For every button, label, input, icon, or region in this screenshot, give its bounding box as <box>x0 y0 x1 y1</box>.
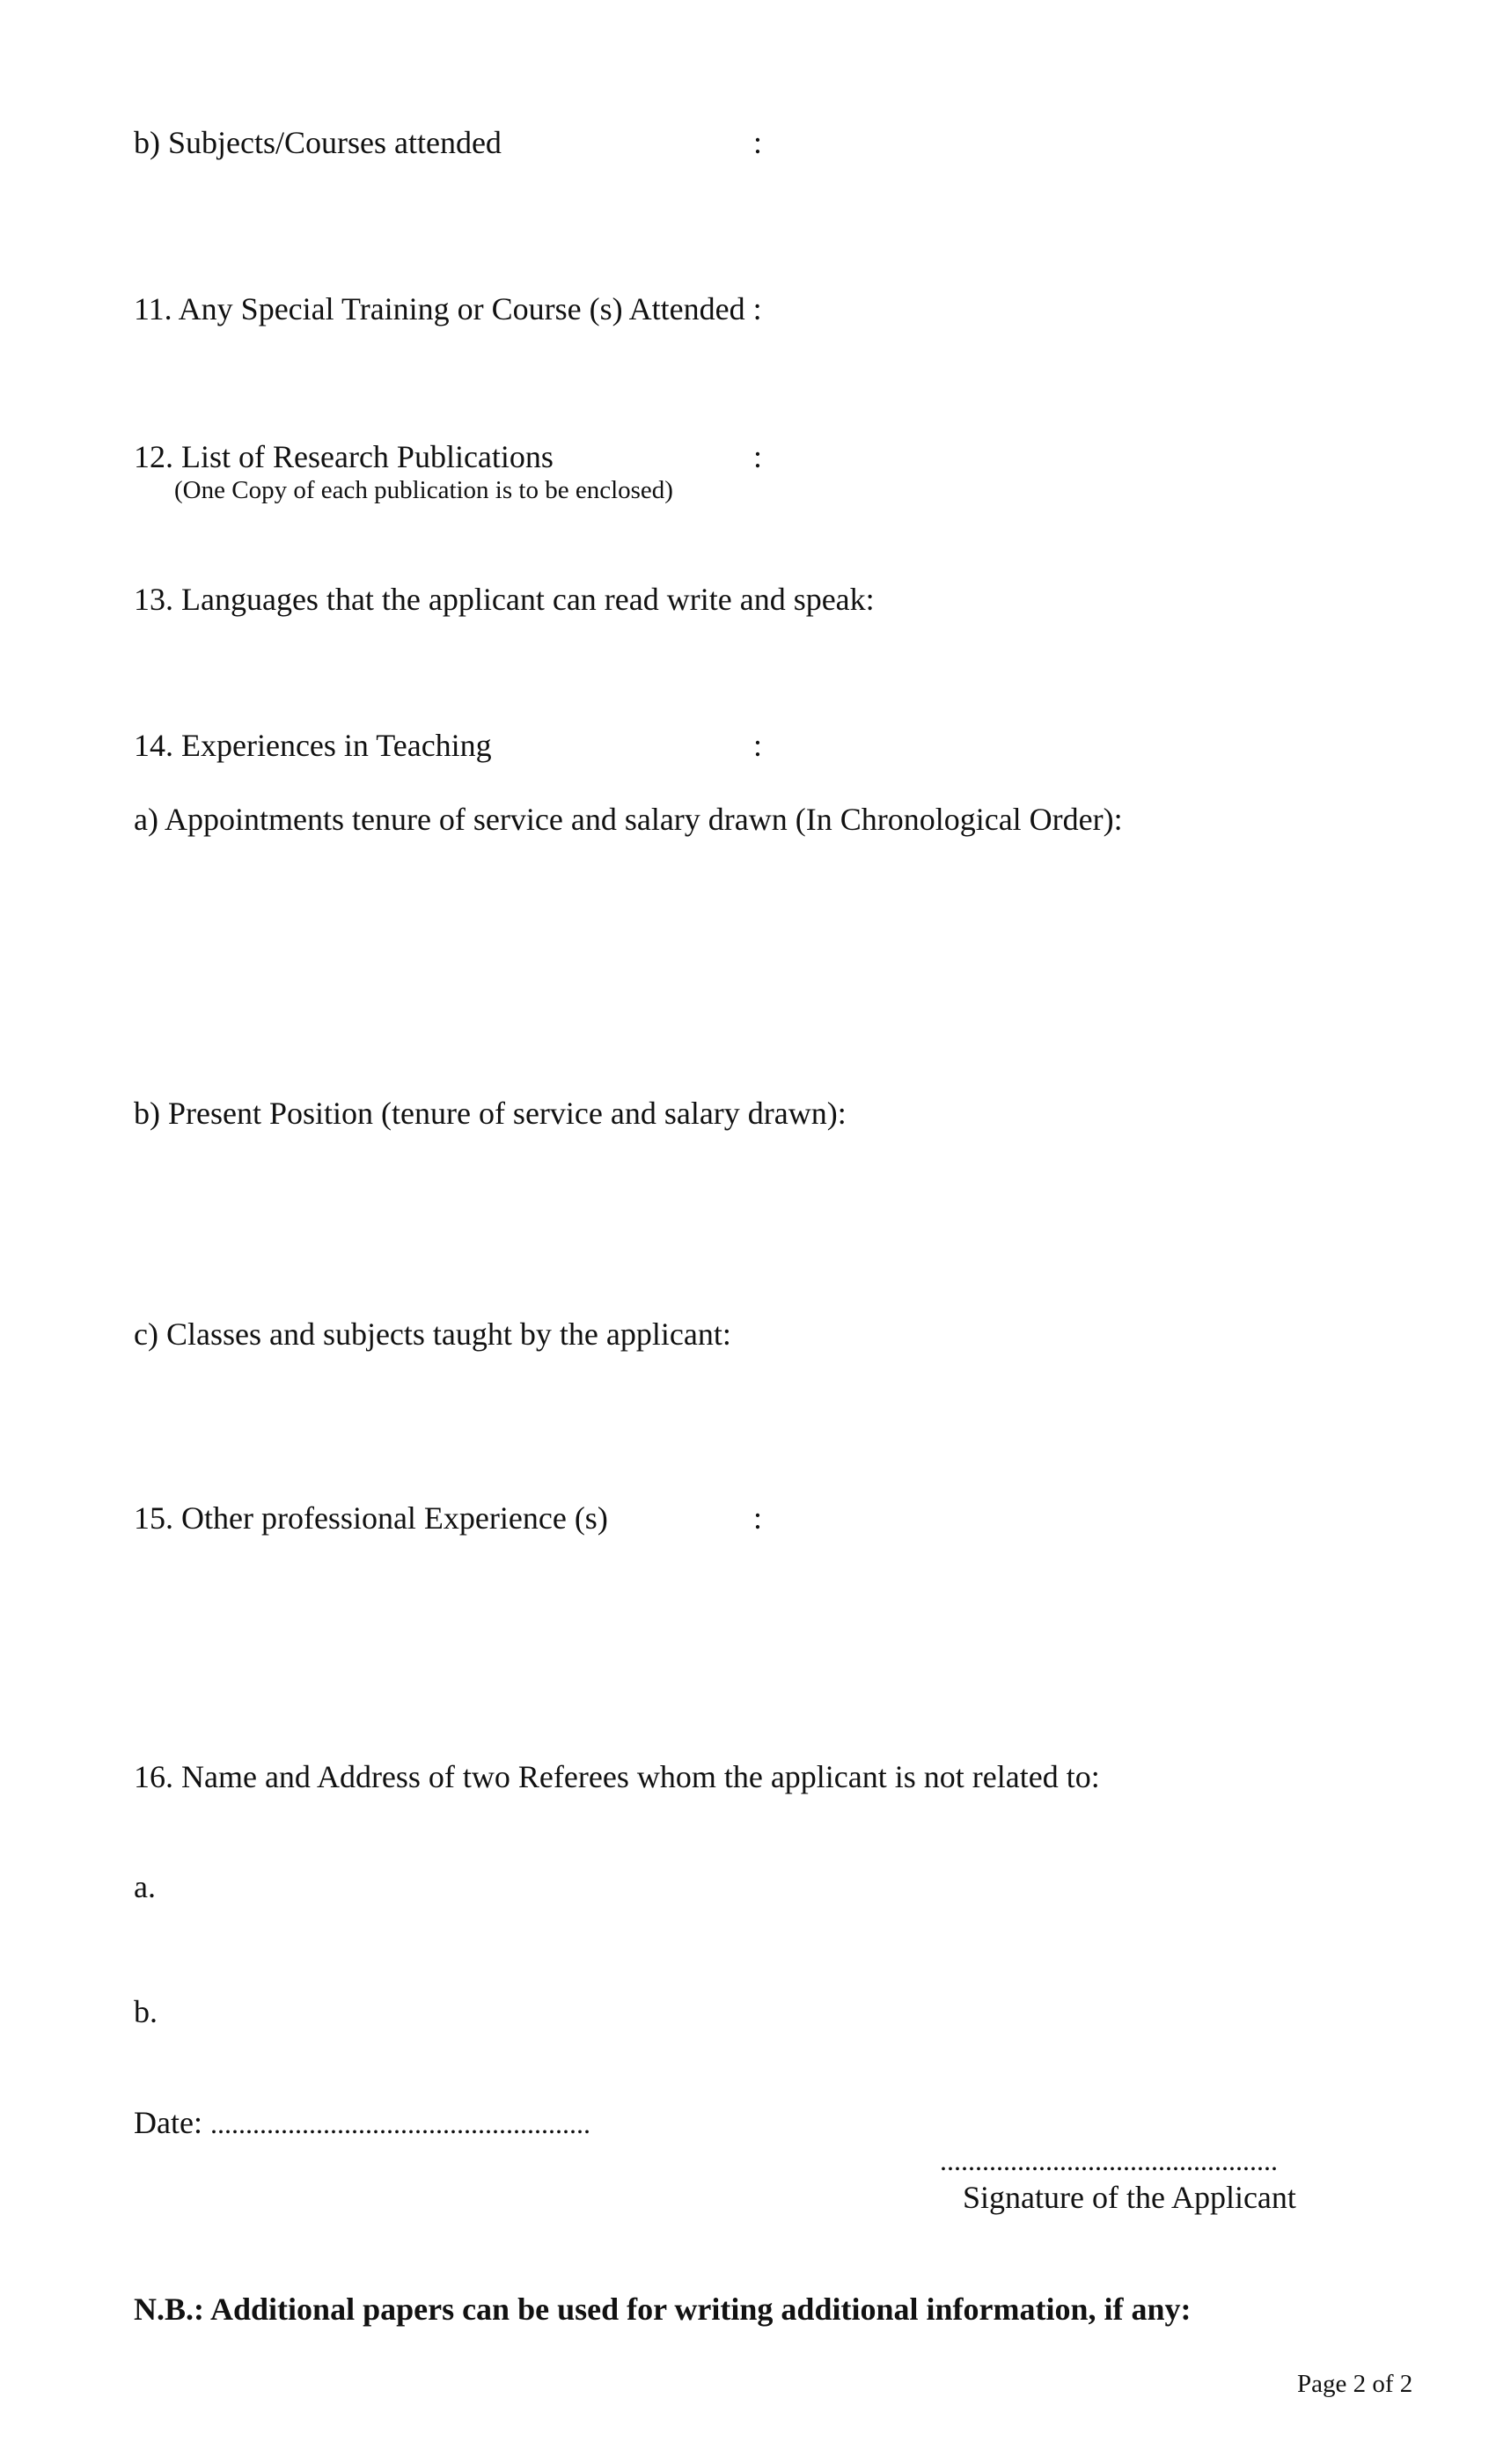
appointments-tenure-label: a) Appointments tenure of service and salary drawn (In Chronological Order): <box>134 802 1123 837</box>
subjects-courses-colon: : <box>753 125 763 160</box>
signature-dots: ................................................ <box>940 2145 1278 2176</box>
date-label: Date: <box>134 2105 202 2140</box>
classes-subjects-label: c) Classes and subjects taught by the applicant: <box>134 1316 731 1352</box>
teaching-experience-colon: : <box>753 728 763 763</box>
page-number: Page 2 of 2 <box>1297 2370 1413 2398</box>
special-training-label: 11. Any Special Training or Course (s) Attended : <box>134 291 762 326</box>
date-dots: ...................................................... <box>209 2108 590 2139</box>
nb-note: N.B.: Additional papers can be used for writing additional information, if any: <box>134 2292 1192 2327</box>
referees-label: 16. Name and Address of two Referees whom the applicant is not related to: <box>134 1759 1100 1794</box>
languages-label: 13. Languages that the applicant can read write and speak: <box>134 582 875 617</box>
other-experience-colon: : <box>753 1500 763 1536</box>
referee-a-label: a. <box>134 1869 156 1904</box>
teaching-experience-label: 14. Experiences in Teaching <box>134 728 492 763</box>
present-position-label: b) Present Position (tenure of service and salary drawn): <box>134 1096 847 1131</box>
other-experience-label: 15. Other professional Experience (s) <box>134 1500 608 1536</box>
research-publications-note: (One Copy of each publication is to be enclosed) <box>174 476 673 504</box>
subjects-courses-label: b) Subjects/Courses attended <box>134 125 502 160</box>
referee-b-label: b. <box>134 1994 158 2029</box>
research-publications-colon: : <box>753 439 763 474</box>
signature-label: Signature of the Applicant <box>963 2180 1296 2215</box>
research-publications-label: 12. List of Research Publications <box>134 439 554 474</box>
date-field <box>134 2103 590 2143</box>
